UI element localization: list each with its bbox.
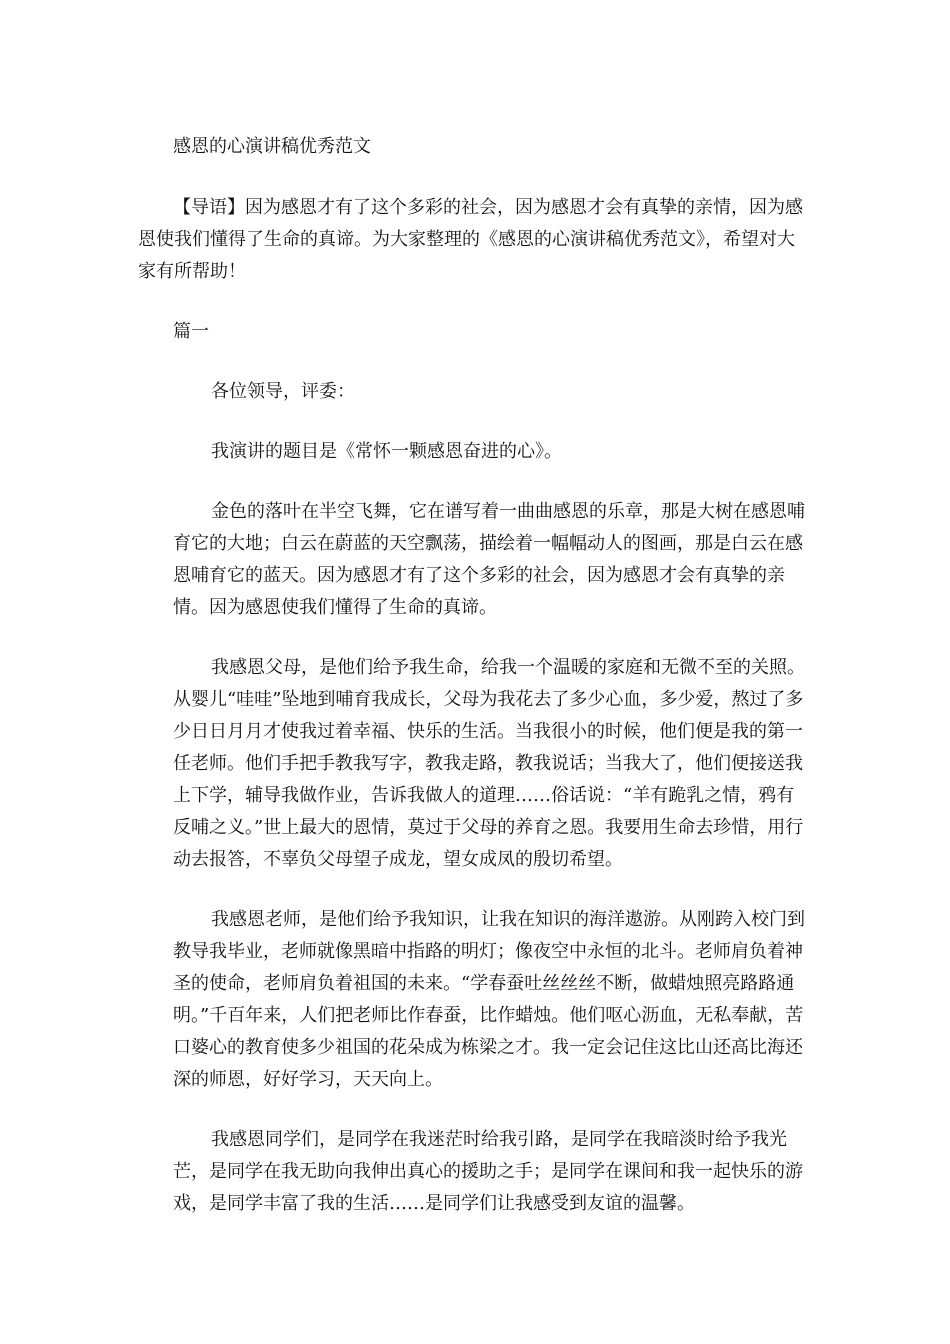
salutation: 各位领导，评委： (211, 381, 355, 402)
body-paragraph: 我感恩同学们，是同学在我迷茫时给我引路，是同学在我暗淡时给予我光芒，是同学在我无助向我伸出真心的援助之手；是同学在课间和我一起快乐的游戏，是同学丰富了我的生活……是同学们让我感受到友谊的温馨。 (173, 1129, 803, 1214)
body-paragraph: 我感恩父母，是他们给予我生命，给我一个温暖的家庭和无微不至的关照。从婴儿“哇哇”坠地到哺育我成长，父母为我花去了多少心血，多少爱，熬过了多少日日月月才使我过着幸福、快乐的生活。当我很小的时候，他们便是我的第一任老师。他们手把手教我写字，教我走路，教我说话；当我大了，他们便接送我上下学，辅导我做作业，告诉我做人的道理……俗话说：“羊有跪乳之情，鸦有反哺之义。”世上最大的恩情，莫过于父母的养育之恩。我要用生命去珍惜，用行动去报答，不辜负父母望子成龙，望女成凤的殷切希望。 (173, 657, 805, 870)
section-label: 篇一 (173, 321, 209, 342)
speech-title-line: 我演讲的题目是《常怀一颗感恩奋进的心》。 (211, 441, 562, 462)
document-page (138, 130, 810, 1248)
lead-paragraph: 【导语】因为感恩才有了这个多彩的社会，因为感恩才会有真挚的亲情，因为感恩使我们懂得了生命的真谛。为大家整理的《感恩的心演讲稿优秀范文》，希望对大家有所帮助！ (138, 197, 803, 282)
body-paragraph: 我感恩老师，是他们给予我知识，让我在知识的海洋遨游。从刚跨入校门到教导我毕业，老师就像黑暗中指路的明灯；像夜空中永恒的北斗。老师肩负着神圣的使命，老师肩负着祖国的未来。“学春蚕吐丝丝丝不断，做蜡烛照亮路路通明。”千百年来，人们把老师比作春蚕，比作蜡烛。他们呕心沥血，无私奉献，苦口婆心的教育使多少祖国的花朵成为栋梁之才。我一定会记住这比山还高比海还深的师恩，好好学习，天天向上。 (173, 909, 805, 1090)
document-title: 感恩的心演讲稿优秀范文 (173, 136, 371, 157)
body-paragraph: 金色的落叶在半空飞舞，它在谱写着一曲曲感恩的乐章，那是大树在感恩哺育它的大地；白云在蔚蓝的天空飘荡，描绘着一幅幅动人的图画，那是白云在感恩哺育它的蓝天。因为感恩才有了这个多彩的社会，因为感恩才会有真挚的亲情。因为感恩使我们懂得了生命的真谛。 (173, 501, 805, 618)
